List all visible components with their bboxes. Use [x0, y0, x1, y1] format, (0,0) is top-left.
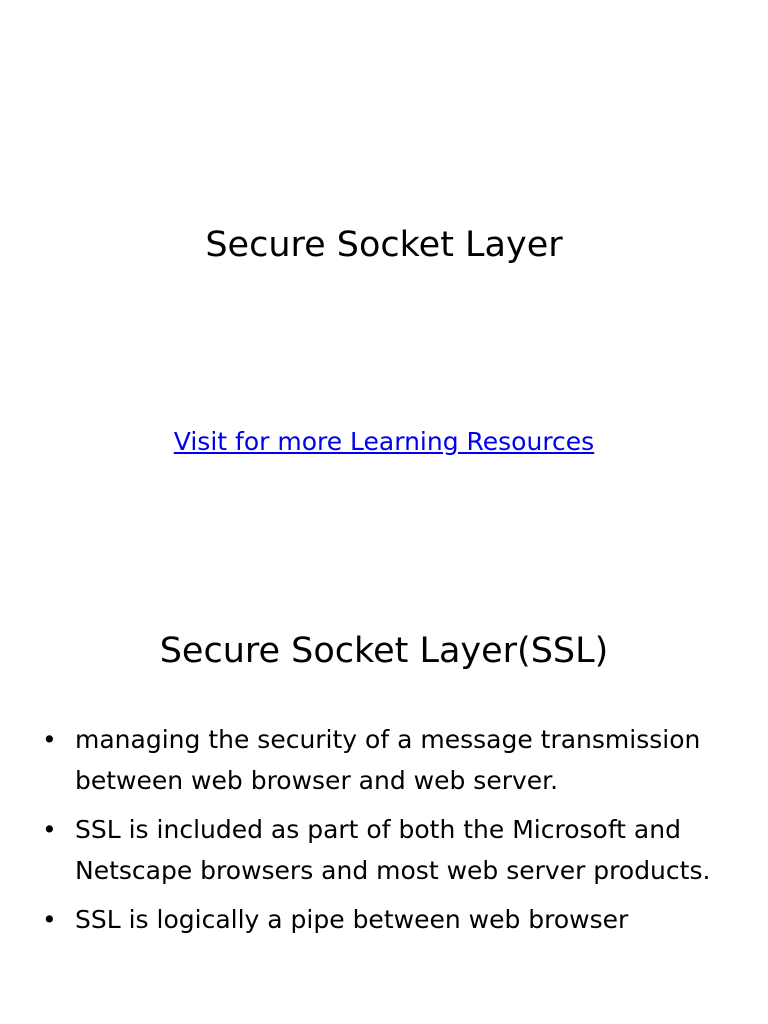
- bullet-icon: •: [42, 725, 57, 754]
- bullet-icon: •: [42, 815, 57, 844]
- bullet-text: managing the security of a message transmission between web browser and web server.: [75, 725, 701, 795]
- content-slide: [0, 576, 768, 1024]
- bullet-item: [42, 719, 722, 801]
- bullet-text: SSL is logically a pipe between web browser: [75, 905, 629, 934]
- bullet-item: [42, 809, 722, 891]
- resource-link-container: [0, 424, 768, 460]
- learning-resources-link[interactable]: Visit for more Learning Resources: [173, 427, 595, 456]
- bullet-list: [42, 719, 722, 948]
- slide-heading: Secure Socket Layer(SSL): [159, 631, 609, 671]
- bullet-icon: •: [42, 905, 57, 934]
- bullet-item: [42, 899, 722, 940]
- slide-title: Secure Socket Layer: [205, 225, 563, 265]
- bullet-text: SSL is included as part of both the Microsoft and Netscape browsers and most web server products.: [75, 815, 711, 885]
